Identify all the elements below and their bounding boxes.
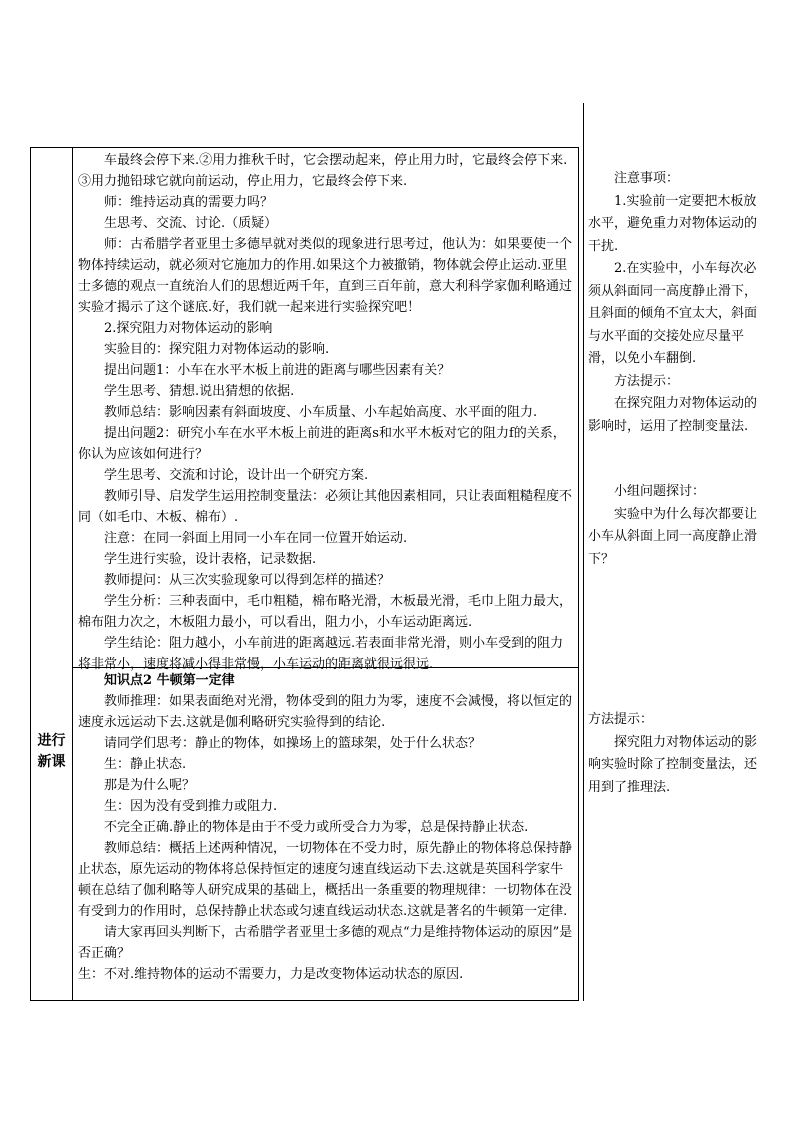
section-label-cell [31,148,72,1000]
paragraph: 车最终会停下来.②用力推秋千时，它会摆动起来，停止用力时，它最终会停下来.③用力抛铅球它就向前运动，停止用力，它最终会停下来. [78,153,568,189]
paragraph: 教师总结：影响因素有斜面坡度、小车质量、小车起始高度、水平面的阻力. [104,405,538,420]
paragraph: 师：古希腊学者亚里士多德早就对类似的现象进行思考过，他认为：如果要使一个物体持续运动，就必须对它施加力的作用.如果这个力被撤销，物体就会停止运动.亚里士多德的观点一直统治人们的思想近两千年，直到三百年前，意大利科学家伽利略通过实验才揭示了这个谜底.好，我们就一起来进行实验探究吧！ [78,237,573,315]
tip-heading: 方法提示： [614,373,680,389]
method-tip-heading: 方法提示： [588,712,654,727]
table-border-top [30,147,579,148]
paragraph: 实验目的：探究阻力对物体运动的影响. [104,342,330,357]
paragraph: 提出问题1：小车在水平木板上前进的距离与哪些因素有关？ [104,363,451,378]
paragraph: 提出问题2：研究小车在水平木板上前进的距离s和水平木板对它的阻力f的关系，你认为应该如何进行？ [78,426,566,462]
paragraph: 生思考、交流、讨论.（质疑） [104,216,278,231]
subsection-heading: 2.探究阻力对物体运动的影响 [104,321,273,336]
method-tip-text: 探究阻力对物体运动的影响实验时除了控制变量法，还用到了推理法. [588,734,758,795]
paragraph: 学生思考、交流和讨论，设计出一个研究方案. [104,468,369,483]
section-label: 进行新课 [37,733,66,770]
paragraph: 教师推理：如果表面绝对光滑，物体受到的阻力为零，速度不会减慢，将以恒定的速度永远运动下去.这就是伽利略研究实验得到的结论. [78,694,573,730]
side-notes-2 [588,481,760,571]
paragraph: 注意：在同一斜面上用同一小车在同一位置开始运动. [104,531,408,546]
discussion-heading: 小组问题探讨： [614,484,706,499]
side-notes-3 [588,709,760,799]
paragraph: 学生思考、猜想.说出猜想的依据. [104,384,295,399]
knowledge-point-title: 知识点2 牛顿第一定律 [104,673,235,688]
paragraph: 教师总结：概括上述两种情况，一切物体在不受力时，原先静止的物体将总保持静止状态，原先运动的物体将总保持恒定的速度匀速直线运动下去.这就是英国科学家牛顿在总结了伽利略等人研究成果的基础上，概括出一条重要的物理规律：一切物体在没有受到力的作用时，总保持静止状态或匀速直线运动状态.这就是著名的牛顿第一定律. [78,841,573,919]
paragraph: 不完全正确.静止的物体是由于不受力或所受合力为零，总是保持静止状态. [104,820,529,835]
paragraph: 学生进行实验，设计表格，记录数据. [104,552,317,567]
lesson-content-part2 [78,670,574,985]
paragraph: 生：不对.维持物体的运动不需要力，力是改变物体运动状态的原因. [78,967,464,982]
notes-heading: 注意事项： [614,171,680,186]
label-column-divider [72,147,73,1001]
note-item: 1.实验前一定要把木板放水平，避免重力对物体运动的干扰. [588,193,758,254]
paragraph: 生：因为没有受到推力或阻力. [104,799,278,814]
paragraph: 请大家再回头判断下，古希腊学者亚里士多德的观点“力是维持物体运动的原因”是否正确？ [78,925,573,961]
paragraph: 请同学们思考：静止的物体，如操场上的篮球架，处于什么状态？ [104,736,482,751]
paragraph: 那是为什么呢？ [104,778,196,793]
side-column-divider [583,103,584,1001]
note-item: 2.在实验中，小车每次必须从斜面同一高度静止滑下，且斜面的倾角不宜太大，斜面与水平面的交接处应尽量平滑，以免小车翻倒. [588,261,758,366]
table-border-right [578,147,579,1001]
discussion-text: 实验中为什么每次都要让小车从斜面上同一高度静止滑下？ [588,506,758,567]
tip-text: 在探究阻力对物体运动的影响时，运用了控制变量法. [588,396,758,434]
paragraph: 学生结论：阻力越小，小车前进的距离越远.若表面非常光滑，则小车受到的阻力将非常小，速度将减小得非常慢，小车运动的距离就很远很远. [78,636,564,672]
paragraph: 学生分析：三种表面中，毛巾粗糙，棉布略光滑，木板最光滑，毛巾上阻力最大，棉布阻力次之，木板阻力最小，可以看出，阻力小，小车运动距离远. [78,594,573,630]
lesson-content-part1 [78,150,574,675]
paragraph: 教师引导、启发学生运用控制变量法：必须让其他因素相同，只让表面粗糙程度不同（如毛巾、木板、棉布）. [78,489,573,525]
paragraph: 生：静止状态. [104,757,187,772]
table-border-bottom [30,1000,579,1001]
side-notes-1 [588,168,760,438]
paragraph: 师：维持运动真的需要力吗？ [104,195,274,210]
paragraph: 教师提问：从三次实验现象可以得到怎样的描述？ [104,573,391,588]
